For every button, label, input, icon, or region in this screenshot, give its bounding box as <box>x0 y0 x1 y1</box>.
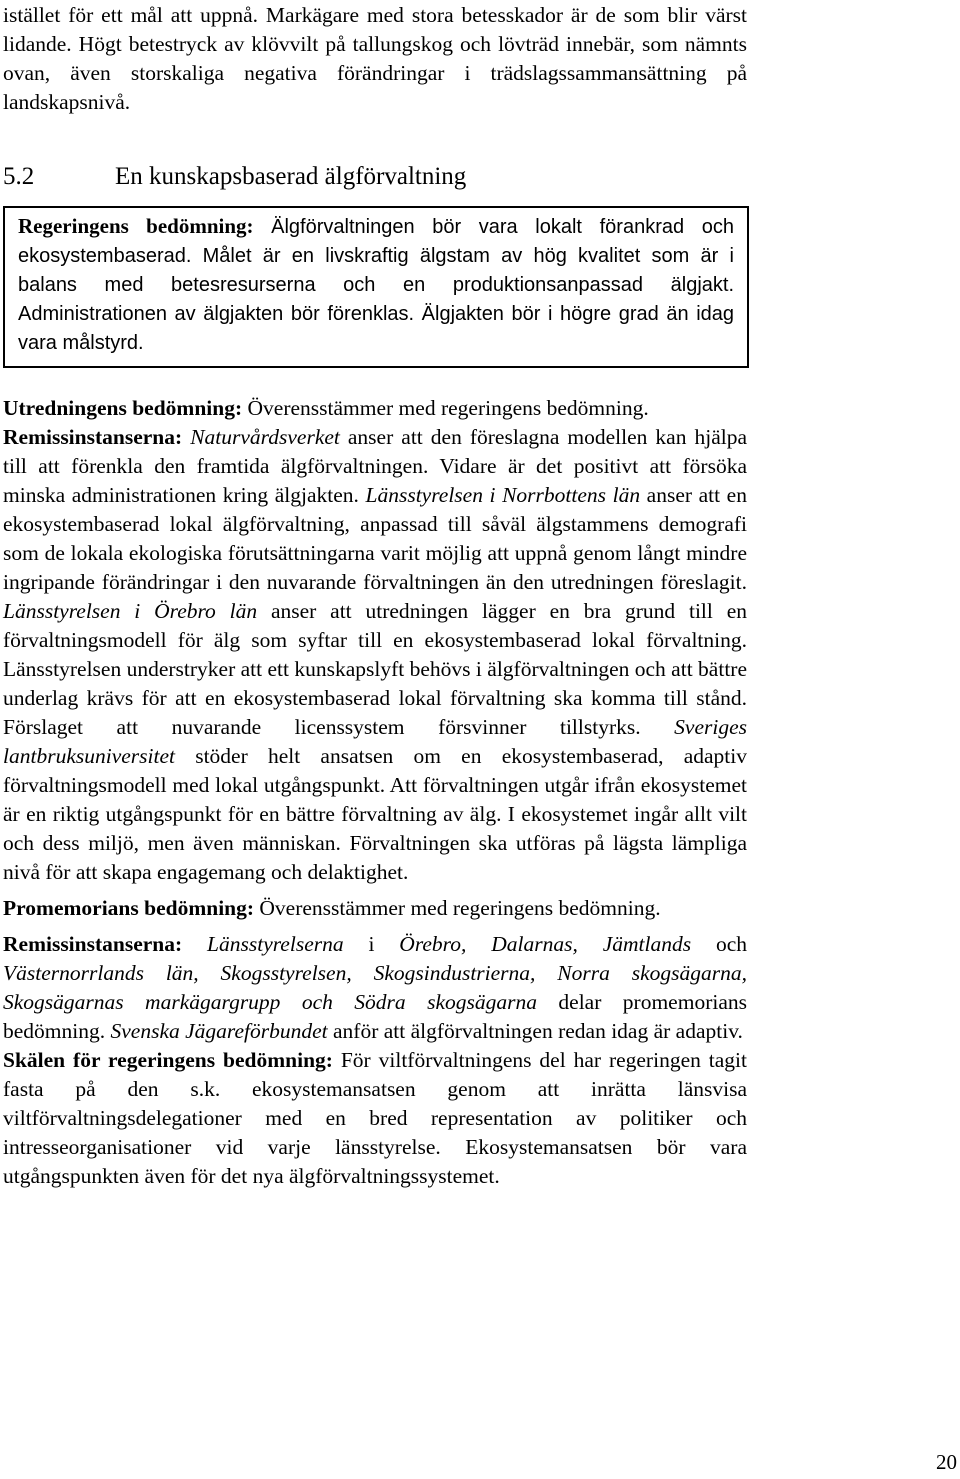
body-text: i <box>343 932 400 956</box>
body-name: Länsstyrelserna <box>207 932 344 956</box>
body-name: Länsstyrelsen i Örebro län <box>3 599 258 623</box>
referral-bodies-label: Remissinstanserna: <box>3 425 183 449</box>
body-text: anser att den föreslagna modellen kan hjälpa till att förenkla den framtida älgförvaltningen. Vidare är det positivt att försöka minska administrationen kring älgjakten. <box>3 425 748 507</box>
section-number: 5.2 <box>3 163 35 190</box>
body-text: anför att älgförvaltningen redan idag är adaptiv. <box>327 1019 743 1043</box>
intro-paragraph: istället för ett mål att uppnå. Markägare med stora betesskador är de som blir värst lidande. Högt betestryck av klövvilt på tallungskog och lövträd innebär, som nämnts ovan, även storskaliga negativa förändringar i trädslagssammansättning på landskapsnivå. <box>3 3 747 114</box>
body-name: Sveriges lantbruksuniversitet <box>3 715 747 768</box>
referral-bodies-paragraph-2 <box>3 930 747 1046</box>
memorandum-assessment <box>3 894 747 923</box>
body-name: Naturvårdsverket <box>190 425 340 449</box>
page-number: 20 <box>936 1450 957 1474</box>
government-assessment-box <box>3 206 749 368</box>
inquiry-assessment <box>3 394 747 423</box>
body-name: Örebro, Dalarnas, Jämtlands <box>399 932 692 956</box>
government-assessment <box>18 212 734 358</box>
reasons-label: Skälen för regeringens bedömning: <box>3 1048 333 1072</box>
memorandum-assessment-text: Överensstämmer med regeringens bedömning. <box>254 896 661 920</box>
reasons-text: För viltförvaltningens del har regeringen tagit fasta på den s.k. ekosystemansatsen genom att inrätta länsvisa viltförvaltningsdelegationer med en bred representation av politiker och intresseorganisationer vid varje länsstyrelse. Ekosystemansatsen bör vara utgångspunkten även för det nya älgförvaltningssystemet. <box>3 1048 747 1188</box>
body-text: delar promemorians bedömning. <box>3 990 747 1043</box>
reasons-paragraph <box>3 1046 747 1191</box>
body-text: anser att en ekosystembaserad lokal älgförvaltning, anpassad till såväl älgstammens demografi som de lokala ekologiska förutsättningarna varit möjlig att uppnå genom långt mindre ingripande förändringar i den nuvarande förvaltningen än den utredningen föreslagit. <box>3 483 747 594</box>
body-name: Västernorrlands län, Skogsstyrelsen, Skogsindustrierna, Norra skogsägarna, Skogsägarnas markägargrupp och Södra skogsägarna <box>3 961 747 1014</box>
body-text: anser att utredningen lägger en bra grund till en förvaltningsmodell för älg som syftar till en ekosystembaserad lokal förvaltning. Länsstyrelsen understryker att ett kunskapslyft behövs i älgförvaltningen och att bättre underlag krävs för att en ekosystembaserad lokal förvaltning ska komma till stånd. Förslaget att nuvarande licenssystem försvinner tillstyrks. <box>3 599 748 739</box>
body-name: Länsstyrelsen i Norrbottens län <box>365 483 641 507</box>
government-assessment-label: Regeringens bedömning: <box>18 214 254 238</box>
referral-bodies-paragraph-1 <box>3 423 747 887</box>
document-page <box>3 0 747 1191</box>
body-text: stöder helt ansatsen om en ekosystembaserad, adaptiv förvaltningsmodell med lokal utgångspunkt. Att förvaltningen utgår ifrån ekosystemet är en riktig utgångspunkt för en bättre förvaltning av älg. I ekosystemet ingår allt vilt och dess miljö, men även människan. Förvaltningen ska utföras på lägsta lämpliga nivå för att skapa engagemang och delaktighet. <box>3 744 747 884</box>
body-text: och <box>691 932 747 956</box>
inquiry-assessment-label: Utredningens bedömning: <box>3 396 243 420</box>
body-name: Svenska Jägareförbundet <box>110 1019 328 1043</box>
inquiry-assessment-text: Överensstämmer med regeringens bedömning. <box>242 396 649 420</box>
section-heading <box>3 162 747 192</box>
section-title: En kunskapsbaserad älgförvaltning <box>115 163 467 190</box>
government-assessment-text: Älgförvaltningen bör vara lokalt förankrad och ekosystembaserad. Målet är en livskraftig älgstam av hög kvalitet som är i balans med betesresurserna och en produktionsanpassad älgjakt. Administrationen av älgjakten bör förenklas. Älgjakten bör i högre grad än idag vara målstyrd. <box>18 216 734 354</box>
referral-bodies-label: Remissinstanserna: <box>3 932 183 956</box>
memorandum-assessment-label: Promemorians bedömning: <box>3 896 255 920</box>
